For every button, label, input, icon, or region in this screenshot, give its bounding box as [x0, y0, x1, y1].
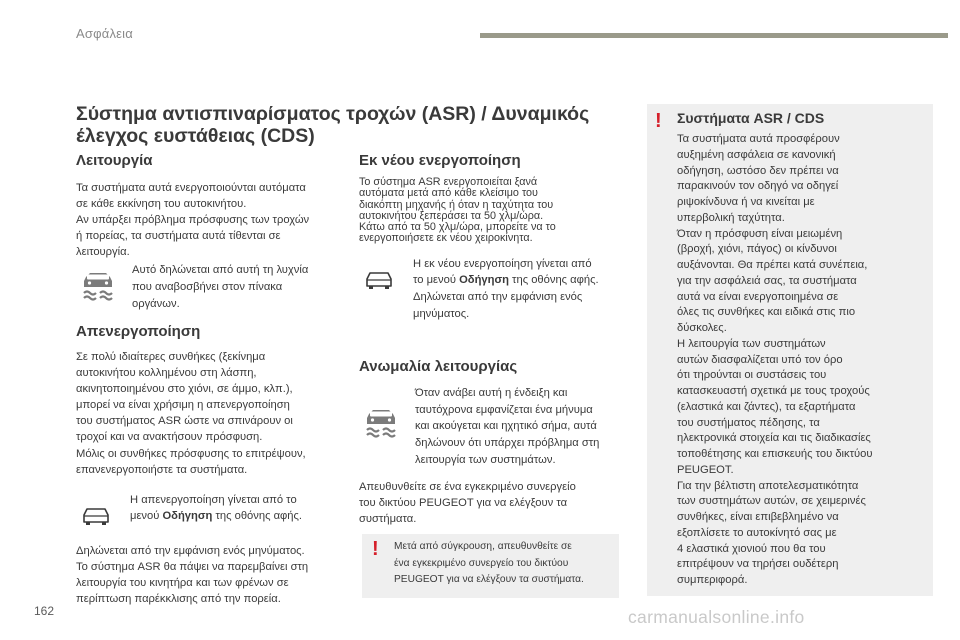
malfunction-lamp-row [359, 385, 621, 469]
deactivation-after-text: Δηλώνεται από την εμφάνιση ενός μηνύματος. Το σύστημα ASR θα πάψει να παρεμβαίνει στη λειτουργία του κινητήρα και των φρένων σε περίπτωση παρέκκλισης από την πορεία. [76, 544, 309, 606]
warning-exclamation-icon: ! [372, 538, 379, 560]
deactivation-menu-text [130, 492, 302, 525]
heading-operation: Λειτουργία [76, 152, 153, 169]
warning-panel [647, 104, 933, 596]
deactivation-menu-row [76, 492, 338, 534]
section-reactivation [359, 152, 621, 323]
deactivation-menu-text-post: της οθόνης αφής. [212, 510, 303, 523]
reactivation-menu-row [359, 256, 621, 323]
reactivation-menu-text-pre: Η εκ νέου ενεργοποίηση γίνεται από το μενού [413, 257, 592, 287]
heading-malfunction: Ανωμαλία λειτουργίας [359, 358, 518, 375]
car-menu-icon [359, 262, 399, 298]
section-header: Ασφάλεια [76, 26, 133, 41]
collision-note [362, 534, 619, 598]
skid-warning-lamp-icon [78, 268, 118, 304]
heading-reactivation: Εκ νέου ενεργοποίηση [359, 152, 521, 169]
warning-exclamation-icon: ! [655, 110, 662, 132]
collision-note-text: Μετά από σύγκρουση, απευθυνθείτε σε ένα εγκεκριμένο συνεργείο του δικτύου PEUGEOT για να ελέγξουν τα συστήματα. [394, 541, 584, 585]
deactivation-menu-text-pre: Η απενεργοποίηση γίνεται από το μενού [130, 493, 297, 523]
warning-panel-text: Τα συστήματα αυτά προσφέρουν αυξημένη ασφάλεια σε κανονική οδήγηση, ωστόσο δεν πρέπει να παρακινούν τον οδηγό να οδηγεί ριψοκίνδυνα ή να κινείται με υπερβολική ταχύτητα. Όταν η πρόσφυση είναι μειωμένη (βροχή, χιόνι, πάγος) οι κίνδυνοι αυξάνονται. Θα πρέπει κατά συνέπεια, για την ασφάλειά σας, τα συστήματα αυτά να είναι ενεργοποιημένα σε όλες τις συνθήκες και ειδικά στις πιο δύσκολες. Η λειτουργία των συστημάτων αυτών διασφαλίζεται υπό τον όρο ότι τηρούνται οι συστάσεις του κατασκευαστή σχετικά με τους τροχούς (ελαστικά και ζάντες), τα εξαρτήματα του συστήματος πέδησης, τα ηλεκτρονικά στοιχεία και τις διαδικασίες τοποθέτησης και επισκευής του δικτύου PEUGEOT. Για την βέλτιστη αποτελεσματικότητα των συστημάτων αυτών, σε χειμερινές συνθήκες, είναι επιβεβλημένο να εξοπλίσετε το αυτοκίνητό σας με 4 ελαστικά χιονιού που θα του επιτρέψουν να τηρήσει ουδέτερη συμπεριφορά. [677, 133, 873, 586]
reactivation-menu-text [413, 256, 599, 323]
page-title: Σύστημα αντισπιναρίσματος τροχών (ASR) / Δυναμικός έλεγχος ευστάθειας (CDS) [76, 103, 590, 147]
car-menu-icon [76, 498, 116, 534]
reactivation-text: Το σύστημα ASR ενεργοποιείται ξανά αυτόματα μετά από κάθε κλείσιμο του διακόπτη μηχανής ή όταν η ταχύτητα του αυτοκινήτου ξεπεράσει τα 50 χλμ/ώρα. Κάτω από τα 50 χλμ/ώρα, μπορείτε να το ενεργοποιήσετε εκ νέου χειροκίνητα. [359, 176, 556, 245]
reactivation-menu-text-post: της οθόνης αφής. Δηλώνεται από την εμφάνιση ενός μηνύματος. [413, 274, 599, 320]
driving-menu-label: Οδήγηση [162, 510, 213, 523]
page-number: 162 [34, 604, 55, 618]
operation-lamp-text: Αυτό δηλώνεται από αυτή τη λυχνία που αναβοσβήνει στον πίνακα οργάνων. [132, 264, 309, 310]
warning-panel-title: Συστήματα ASR / CDS [677, 110, 825, 126]
section-deactivation [76, 323, 338, 607]
watermark: carmanualsonline.info [628, 607, 805, 627]
malfunction-after-text: Απευθυνθείτε σε ένα εγκεκριμένο συνεργείο του δικτύου PEUGEOT για να ελέγξουν τα συστήματα. [359, 480, 576, 525]
deactivation-text: Σε πολύ ιδιαίτερες συνθήκες (ξεκίνημα αυτοκινήτου κολλημένου στη λάσπη, ακινητοποιημένου στο χιόνι, σε άμμο, κλπ.), μπορεί να είναι χρήσιμη η απενεργοποίηση του συστήματος ASR ώστε να σπινάρουν οι τροχοί και να ανακτήσουν πρόσφυση. Μόλις οι συνθήκες πρόσφυσης το επιτρέψουν, επανενεργοποιήστε τα συστήματα. [76, 351, 306, 476]
malfunction-lamp-text: Όταν ανάβει αυτή η ένδειξη και ταυτόχρονα εμφανίζεται ένα μήνυμα και ακούγεται και ηχητικό σήμα, αυτά δηλώνουν ότι υπάρχει πρόβλημα στη λειτουργία των συστημάτων. [415, 387, 600, 466]
header-bar [480, 33, 948, 38]
operation-text: Τα συστήματα αυτά ενεργοποιούνται αυτόματα σε κάθε εκκίνηση του αυτοκινήτου. Αν υπάρξει πρόβλημα πρόσφυσης των τροχών ή πορείας, τα συστήματα αυτά τίθενται σε λειτουργία. [76, 182, 310, 259]
heading-deactivation: Απενεργοποίηση [76, 323, 201, 340]
section-operation [76, 152, 338, 313]
skid-warning-lamp-icon [361, 405, 401, 441]
driving-menu-label: Οδήγηση [459, 274, 509, 287]
section-malfunction [359, 358, 621, 527]
operation-lamp-row [76, 262, 338, 312]
